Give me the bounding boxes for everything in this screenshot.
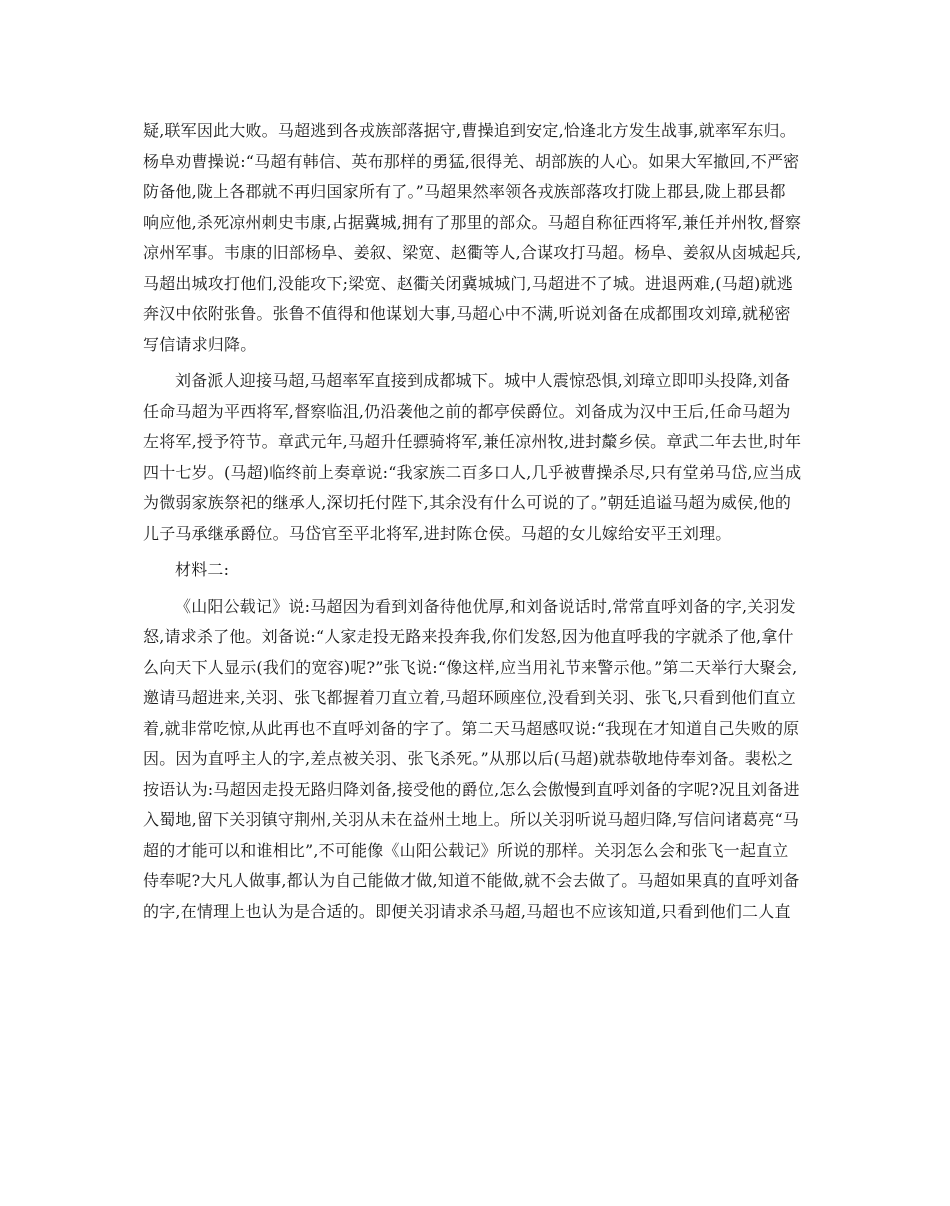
- text-line: 么向天下人显示(我们的宽容)呢?”张飞说:“像这样,应当用礼节来警示他。”第二天举行大聚会,: [143, 657, 798, 677]
- text-line: 侍奉呢?大凡人做事,都认为自己能做才做,知道不能做,就不会去做了。马超如果真的直呼刘备: [143, 871, 800, 890]
- text-line: 的字,在情理上也认为是合适的。即便关羽请求杀马超,马超也不应该知道,只看到他们二人直: [143, 901, 791, 921]
- text-line: 《山阳公载记》说:马超因为看到刘备待他优厚,和刘备说话时,常常直呼刘备的字,关羽发: [175, 596, 796, 616]
- text-line: 防备他,陇上各郡就不再归国家所有了。”马超果然率领各戎族部落攻打陇上郡县,陇上郡县都: [143, 182, 786, 201]
- text-line: 响应他,杀死凉州刺史韦康,占据冀城,拥有了那里的部众。马超自称征西将军,兼任并州牧,督察: [143, 212, 802, 232]
- text-line: 怒,请求杀了他。刘备说:“人家走投无路来投奔我,你们发怒,因为他直呼我的字就杀了他,拿什: [143, 627, 794, 646]
- text-line: 任命马超为平西将军,督察临沮,仍沿袭他之前的都亭侯爵位。刘备成为汉中王后,任命马超为: [143, 401, 791, 421]
- text-line: 按语认为:马超因走投无路归降刘备,接受他的爵位,怎么会傲慢到直呼刘备的字呢?况且刘备进: [143, 779, 800, 799]
- text-line: 奔汉中依附张鲁。张鲁不值得和他谋划大事,马超心中不满,听说刘备在成都围攻刘璋,就秘密: [143, 304, 791, 323]
- text-line: 凉州军事。韦康的旧部杨阜、姜叙、梁宽、赵衢等人,合谋攻打马超。杨阜、姜叙从卤城起兵,: [143, 243, 802, 262]
- section-heading: [143, 555, 813, 586]
- text-line: 着,就非常吃惊,从此再也不直呼刘备的字了。第二天马超感叹说:“我现在才知道自己失败的原: [143, 718, 800, 738]
- text-line: 入蜀地,留下关羽镇守荆州,关羽从未在益州土地上。所以关羽听说马超归降,写信问诸葛亮“马: [143, 810, 800, 829]
- text-line: 疑,联军因此大败。马超逃到各戎族部落据守,曹操追到安定,恰逢北方发生战事,就率军东归。: [143, 121, 796, 140]
- paragraph-3: [143, 592, 813, 928]
- text-line: 刘备派人迎接马超,马超率军直接到成都城下。城中人震惊恐惧,刘璋立即叩头投降,刘备: [175, 371, 791, 390]
- text-line: 左将军,授予符节。章武元年,马超升任骠骑将军,兼任凉州牧,进封斄乡侯。章武二年去世,时年: [143, 432, 802, 451]
- document-body: [143, 116, 813, 927]
- text-line: 杨阜劝曹操说:“马超有韩信、英布那样的勇猛,很得羌、胡部族的人心。如果大军撤回,不严密: [143, 151, 800, 171]
- heading-material-2: 材料二:: [175, 560, 230, 579]
- text-line: 超的才能可以和谁相比”,不可能像《山阳公载记》所说的那样。关羽怎么会和张飞一起直立: [143, 840, 789, 860]
- paragraph-1: [143, 116, 813, 360]
- text-line: 为微弱家族祭祀的继承人,深切托付陛下,其余没有什么可说的了。”朝廷追谥马超为威侯,他的: [143, 493, 792, 512]
- text-line: 写信请求归降。: [143, 334, 257, 354]
- text-line: 儿子马承继承爵位。马岱官至平北将军,进封陈仓侯。马超的女儿嫁给安平王刘理。: [143, 523, 732, 543]
- text-line: 马超出城攻打他们,没能攻下;梁宽、赵衢关闭冀城城门,马超进不了城。进退两难,(马超)就逃: [143, 273, 793, 293]
- text-line: 邀请马超进来,关羽、张飞都握着刀直立着,马超环顾座位,没看到关羽、张飞,只看到他们直立: [143, 688, 796, 707]
- text-line: 因。因为直呼主人的字,差点被关羽、张飞杀死。”从那以后(马超)就恭敬地侍奉刘备。裴松之: [143, 749, 794, 768]
- text-line: 四十七岁。(马超)临终前上奏章说:“我家族二百多口人,几乎被曹操杀尽,只有堂弟马岱,应当成: [143, 462, 802, 482]
- paragraph-2: [143, 366, 813, 549]
